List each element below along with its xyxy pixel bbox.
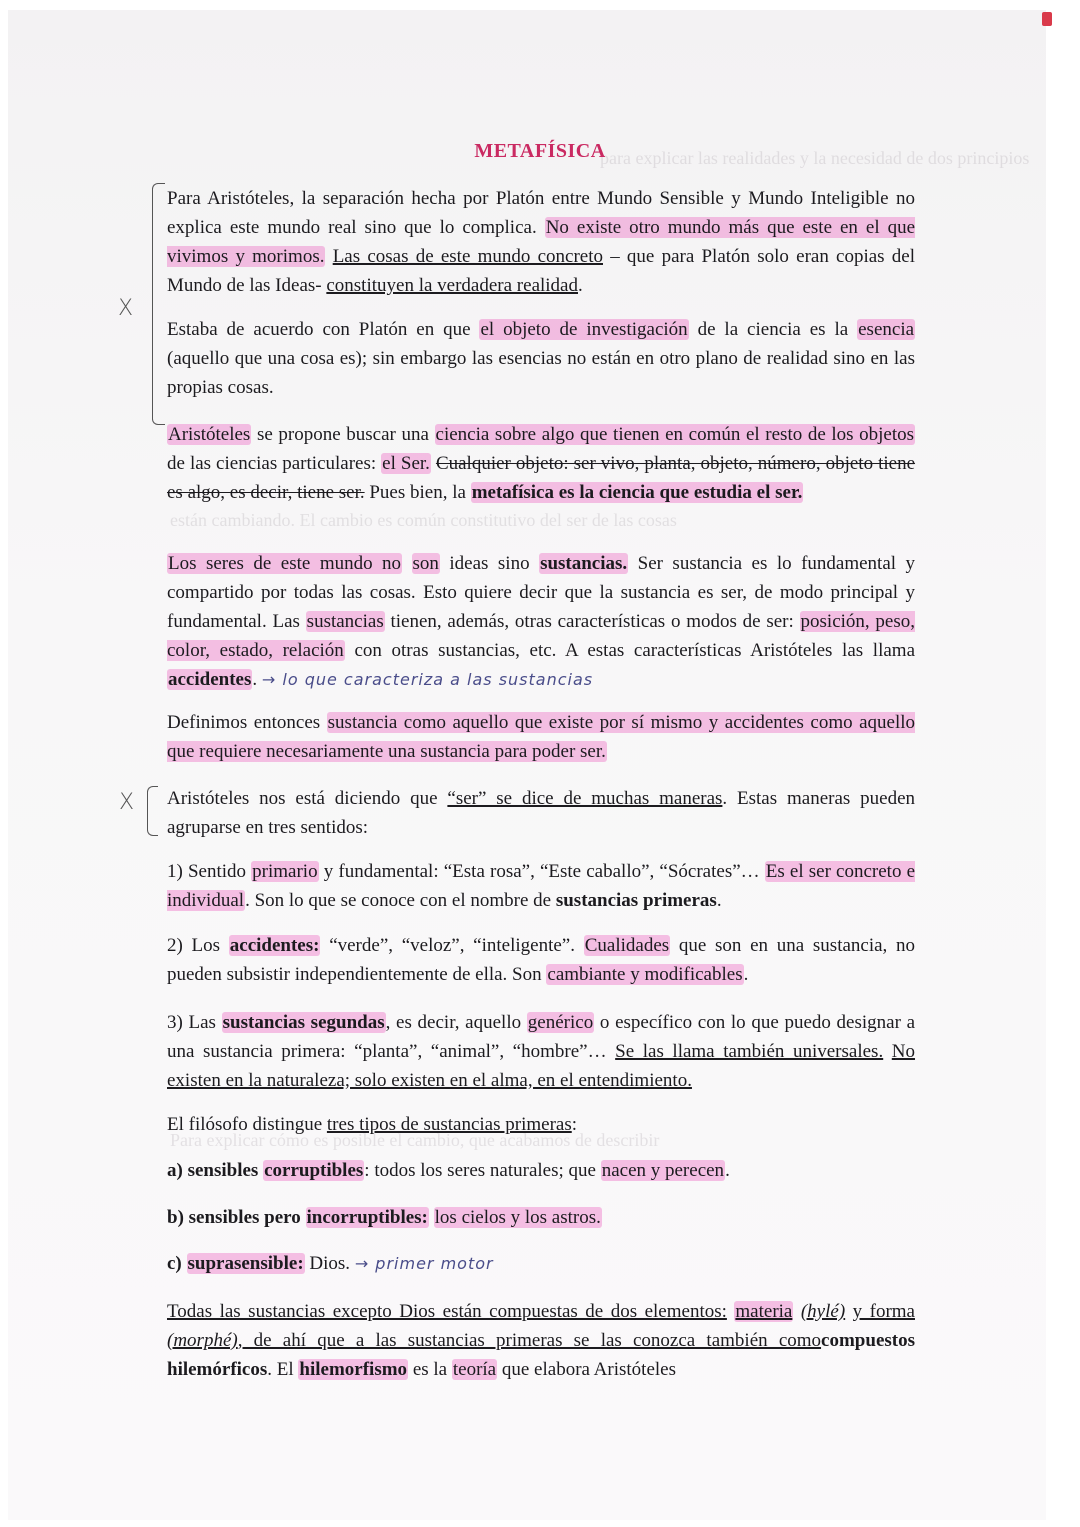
text: tienen, además, otras características o modos de ser: bbox=[390, 611, 794, 632]
text: 1) Sentido bbox=[167, 861, 247, 882]
highlight: teoría bbox=[452, 1359, 497, 1380]
highlight: Aristóteles bbox=[168, 424, 251, 445]
text: (aquello que una cosa es); sin embargo las esencias no están en otro plano de realidad sino en las propias cosas. bbox=[167, 348, 915, 398]
text: Dios. bbox=[309, 1253, 351, 1274]
italic-text: (morphé) bbox=[167, 1330, 238, 1351]
bold-text: compuestos hilemórficos bbox=[167, 1330, 915, 1380]
text: “verde”, “veloz”, “inteligente”. bbox=[329, 935, 575, 956]
highlight: sustancia como aquello que existe por sí mismo y accidentes como aquello que requiere necesariamente una sustancia para poder ser. bbox=[167, 712, 915, 762]
underlined-text: Las cosas de este mundo concreto bbox=[332, 246, 603, 267]
text: . bbox=[716, 890, 722, 911]
text: . El bbox=[267, 1359, 294, 1380]
highlight: esencia bbox=[858, 319, 915, 340]
text: Estaba de acuerdo con Platón en que bbox=[167, 319, 471, 340]
list-item-a bbox=[167, 1156, 915, 1185]
text: de la ciencia es la bbox=[697, 319, 849, 340]
bold-text: sensibles bbox=[187, 1160, 259, 1181]
bold-highlight: corruptibles bbox=[264, 1160, 364, 1181]
bold-highlight: sustancias. bbox=[540, 553, 628, 574]
paragraph-9 bbox=[167, 1008, 915, 1095]
highlight: ciencia sobre algo que tienen en común el resto de los objetos bbox=[435, 424, 915, 445]
bold-highlight: sustancias segundas bbox=[222, 1012, 385, 1033]
bold-text: sustancias primeras bbox=[555, 890, 717, 911]
bold-text: c) bbox=[167, 1253, 182, 1274]
strikethrough-text: Cualquier objeto: ser vivo, planta, objeto, número, objeto tiene es algo, es decir, tiene ser. bbox=[167, 453, 916, 503]
bold-highlight: suprasensible: bbox=[187, 1253, 304, 1274]
text: que elabora Aristóteles bbox=[501, 1359, 676, 1380]
italic-text: (hylé) bbox=[800, 1301, 846, 1322]
paragraph-7 bbox=[167, 857, 915, 915]
show-through-text: para explicar las realidades y la necesidad de dos principios bbox=[600, 148, 1030, 168]
text: que son en una sustancia, no pueden subsistir independientemente de ella. Son bbox=[167, 935, 916, 985]
text: o específico con lo que puedo designar a una sustancia primera: “planta”, “animal”, “hombre”… bbox=[167, 1012, 916, 1062]
text: es la bbox=[412, 1359, 448, 1380]
underlined-text: “ser” se dice de muchas maneras bbox=[447, 788, 723, 809]
text: El filósofo distingue bbox=[167, 1114, 323, 1135]
underlined-text: constituyen la verdadera realidad bbox=[326, 275, 578, 296]
paragraph-3 bbox=[167, 420, 915, 507]
highlight: cambiante y modificables bbox=[547, 964, 743, 985]
highlight: sustancias bbox=[306, 611, 384, 632]
text: ideas sino bbox=[449, 553, 530, 574]
text: . Son lo que se conoce con el nombre de bbox=[245, 890, 552, 911]
text: de las ciencias particulares: bbox=[167, 453, 377, 474]
text: . bbox=[578, 275, 583, 296]
list-item-c bbox=[167, 1249, 915, 1278]
margin-x-mark: X bbox=[119, 790, 135, 815]
underlined-text: No existen en la naturaleza; solo existen en el alma, en el entendimiento. bbox=[167, 1041, 916, 1091]
highlight: genérico bbox=[527, 1012, 594, 1033]
text: . bbox=[743, 964, 749, 985]
bold-highlight: accidentes bbox=[168, 669, 252, 690]
paragraph-11 bbox=[167, 1297, 915, 1384]
show-through-text: están cambiando. El cambio es común constitutivo del ser de las cosas bbox=[170, 510, 677, 530]
highlight: posición, peso, color, estado, relación bbox=[167, 611, 916, 661]
text: : bbox=[571, 1114, 578, 1135]
page-tab-marker bbox=[1042, 12, 1052, 26]
highlight: los cielos y los astros. bbox=[434, 1207, 601, 1228]
bold-text: sensibles pero bbox=[188, 1207, 301, 1228]
text: Pues bien, la bbox=[369, 482, 466, 503]
paragraph-2 bbox=[167, 315, 915, 402]
underlined-text: Todas las sustancias excepto Dios están compuestas de dos elementos: bbox=[167, 1301, 727, 1322]
text: 3) Las bbox=[167, 1012, 216, 1033]
margin-x-mark: X bbox=[118, 296, 134, 321]
bold-highlight: hilemorfismo bbox=[299, 1359, 408, 1380]
bold-highlight: incorruptibles: bbox=[306, 1207, 428, 1228]
list-item-b bbox=[167, 1203, 915, 1232]
highlight: No existe otro mundo más que este en el que vivimos y morimos. bbox=[167, 217, 916, 267]
bold-text: a) bbox=[167, 1160, 183, 1181]
underlined-text: Se las llama también universales. bbox=[615, 1041, 884, 1062]
margin-bracket bbox=[147, 786, 158, 836]
text: . Estas maneras pueden agruparse en tres sentidos: bbox=[167, 788, 916, 838]
text: se propone buscar una bbox=[256, 424, 429, 445]
paragraph-1 bbox=[167, 184, 915, 300]
text: Aristóteles nos está diciendo que bbox=[167, 788, 438, 809]
paragraph-6 bbox=[167, 784, 915, 842]
handwritten-note: → primer motor bbox=[354, 1254, 494, 1273]
highlight: nacen y perecen bbox=[601, 1160, 725, 1181]
page-title: METAFÍSICA bbox=[474, 140, 606, 162]
text: , es decir, aquello bbox=[385, 1012, 522, 1033]
bold-highlight: metafísica es la ciencia que estudia el ser. bbox=[471, 482, 803, 503]
text: . bbox=[725, 1160, 730, 1181]
text: y fundamental: “Esta rosa”, “Este caballo”, “Sócrates”… bbox=[323, 861, 760, 882]
highlight: primario bbox=[252, 861, 318, 882]
paragraph-5 bbox=[167, 708, 915, 766]
underlined-text: , de ahí que a las sustancias primeras se las conozca también como bbox=[237, 1330, 822, 1351]
highlight: materia bbox=[735, 1301, 793, 1322]
highlight: el objeto de investigación bbox=[480, 319, 688, 340]
text: Para Aristóteles, la separación hecha por Platón entre Mundo Sensible y Mundo Inteligible no explica este mundo real sino que lo complica. bbox=[167, 188, 915, 238]
text: . bbox=[252, 669, 258, 690]
bold-highlight: accidentes: bbox=[229, 935, 320, 956]
text: 2) Los bbox=[167, 935, 221, 956]
handwritten-note: → lo que caracteriza a las sustancias bbox=[261, 670, 594, 689]
text: Ser sustancia es lo fundamental y compartido por todas las cosas. Esto quiere decir que la sustancia es ser, de modo principal y fundamental. Las bbox=[167, 553, 916, 632]
highlight: Los seres de este mundo no bbox=[168, 553, 402, 574]
highlight: el Ser. bbox=[382, 453, 430, 474]
bold-text: b) bbox=[167, 1207, 184, 1228]
text: – que para Platón solo eran copias del Mundo de las Ideas- bbox=[167, 246, 916, 296]
paragraph-10 bbox=[167, 1110, 915, 1139]
show-through-text: Para explicar cómo es posible el cambio, que acabamos de describir bbox=[170, 1130, 660, 1150]
text: Definimos entonces bbox=[167, 712, 321, 733]
paragraph-8 bbox=[167, 931, 915, 989]
text: : todos los seres naturales; que bbox=[364, 1160, 596, 1181]
margin-bracket bbox=[152, 183, 165, 425]
underlined-text: y forma bbox=[852, 1301, 915, 1322]
paragraph-4 bbox=[167, 549, 915, 694]
text: con otras sustancias, etc. A estas características Aristóteles las llama bbox=[354, 640, 916, 661]
underlined-text: tres tipos de sustancias primeras bbox=[326, 1114, 572, 1135]
highlight: Es el ser concreto e individual bbox=[167, 861, 916, 911]
highlight: son bbox=[412, 553, 439, 574]
highlight: Cualidades bbox=[584, 935, 670, 956]
